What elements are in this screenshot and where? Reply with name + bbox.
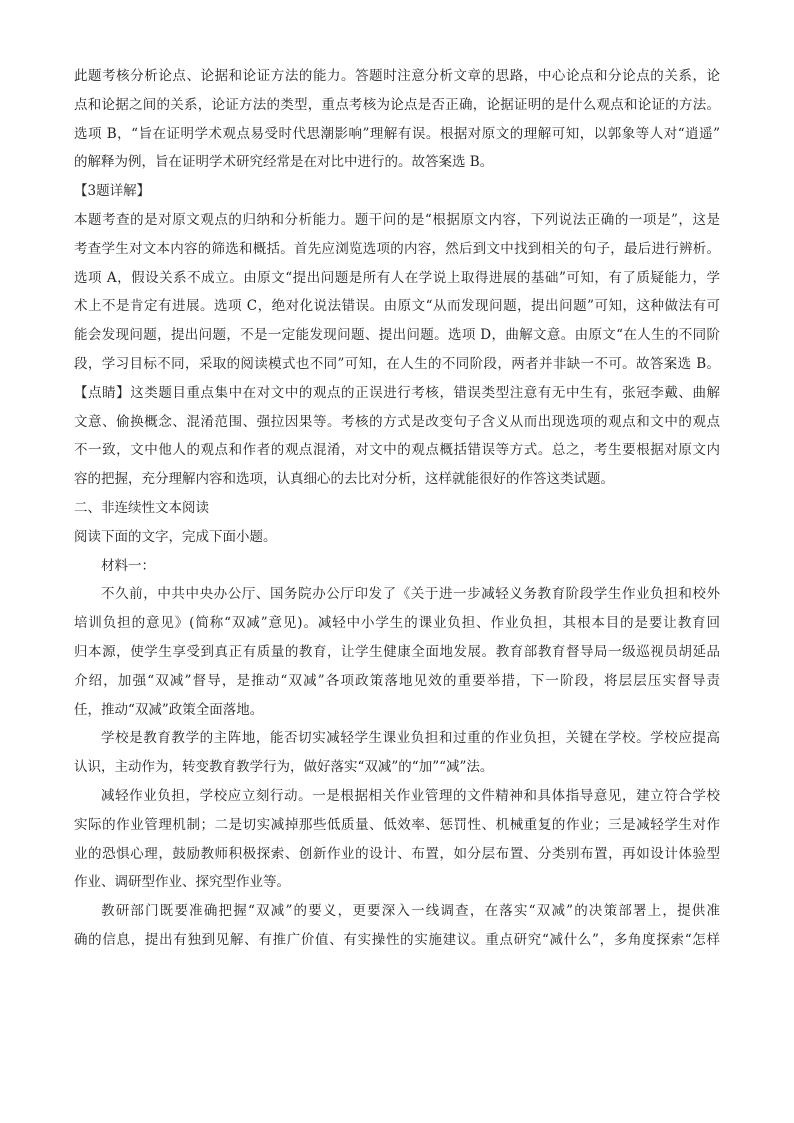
text-line: 能会发现问题，提出问题，不是一定能发现问题、提出问题。选项 D，曲解文意。由原文“在人生的不同阶 bbox=[74, 327, 720, 344]
q3-heading: 【3题详解】 bbox=[74, 183, 151, 200]
text-line: 培训负担的意见》(简称“双减”意见)。减轻中小学生的课业负担、作业负担，其根本目的是要让教育回 bbox=[74, 615, 720, 632]
text-line: 归本源，使学生享受到真正有质量的教育，让学生健康全面地发展。教育部教育督导局一级巡视员胡延品 bbox=[74, 643, 720, 660]
text-line: 介绍，加强“双减”督导，是推动“双减”各项政策落地见效的重要举措，下一阶段，将层层压实督导责 bbox=[74, 672, 720, 689]
paragraph-3 bbox=[74, 782, 720, 897]
text-line: 实际的作业管理机制；二是切实减掉那些低质量、低效率、惩罚性、机械重复的作业；三是减轻学生对作 bbox=[74, 816, 720, 833]
text-line: 任，推动“双减”政策全面落地。 bbox=[74, 701, 264, 718]
text-line: 【点睛】这类题目重点集中在对文中的观点的正误进行考核，错误类型注意有无中生有，张冠李戴、曲解 bbox=[74, 384, 720, 401]
instruction: 阅读下面的文字，完成下面小题。 bbox=[74, 528, 277, 545]
text-line: 考查学生对文本内容的筛选和概括。首先应浏览选项的内容，然后到文中找到相关的句子，最后进行辨析。 bbox=[74, 240, 720, 257]
tips-section bbox=[74, 379, 720, 494]
text-line: 选项 B，“旨在证明学术观点易受时代思潮影响”理解有误。根据对原文的理解可知，以郭象等人对“逍遥” bbox=[74, 125, 720, 142]
text-line: 容的把握，充分理解内容和选项，认真细心的去比对分析，这样就能很好的作答这类试题。 bbox=[74, 471, 614, 488]
text-line: 点和论据之间的关系，论证方法的类型，重点考核为论点是否正确，论据证明的是什么观点和论证的方法。 bbox=[74, 96, 720, 113]
text-line: 本题考查的是对原文观点的归纳和分析能力。题干问的是“根据原文内容，下列说法正确的一项是”，这是 bbox=[74, 211, 720, 228]
q3-analysis bbox=[74, 206, 720, 379]
text-line: 不一致，文中他人的观点和作者的观点混淆，对文中的观点概括错误等方式。总之，考生要根据对原文内 bbox=[74, 442, 720, 459]
text-line: 教研部门既要准确把握“双减”的要义，更要深入一线调查，在落实“双减”的决策部署上，提供准 bbox=[101, 903, 720, 920]
text-line: 认识，主动作为，转变教育教学行为，做好落实“双减”的“加”“减”法。 bbox=[74, 759, 494, 776]
text-line: 不久前，中共中央办公厅、国务院办公厅印发了《关于进一步减轻义务教育阶段学生作业负担和校外 bbox=[101, 586, 720, 603]
text-line: 的解释为例，旨在证明学术研究经常是在对比中进行的。故答案选 B。 bbox=[74, 154, 494, 171]
text-line: 此题考核分析论点、论据和论证方法的能力。答题时注意分析文章的思路，中心论点和分论点的关系，论 bbox=[74, 68, 720, 84]
q2-analysis bbox=[74, 62, 720, 177]
text-line: 段，学习目标不同，采取的阅读模式也不同”可知，在人生的不同阶段，两者并非缺一不可。故答案选 B。 bbox=[74, 355, 720, 372]
text-line: 学校是教育教学的主阵地，能否切实减轻学生课业负担和过重的作业负担，关键在学校。学校应提高 bbox=[101, 730, 720, 747]
text-line: 确的信息，提出有独到见解、有推广价值、有实操性的实施建议。重点研究“减什么”，多角度探索“怎样 bbox=[74, 931, 720, 948]
text-line: 减轻作业负担，学校应立刻行动。一是根据相关作业管理的文件精神和具体指导意见，建立符合学校 bbox=[101, 787, 720, 804]
material-label: 材料一： bbox=[101, 557, 155, 574]
paragraph-4 bbox=[74, 897, 720, 955]
paragraph-1 bbox=[74, 580, 720, 724]
document-page bbox=[74, 62, 720, 955]
section-title: 二、非连续性文本阅读 bbox=[74, 499, 209, 516]
text-line: 文意、偷换概念、混淆范围、强拉因果等。考核的方式是改变句子含义从而出现选项的观点和文中的观点 bbox=[74, 413, 720, 430]
paragraph-2 bbox=[74, 724, 720, 782]
text-line: 作业、调研型作业、探究型作业等。 bbox=[74, 874, 290, 891]
text-line: 选项 A，假设关系不成立。由原文“提出问题是所有人在学说上取得进展的基础”可知，有了质疑能力，学 bbox=[74, 269, 720, 286]
text-line: 业的恐惧心理，鼓励教师积极探索、创新作业的设计、布置，如分层布置、分类别布置，再如设计体验型 bbox=[74, 845, 720, 862]
text-line: 术上不是肯定有进展。选项 C，绝对化说法错误。由原文“从而发现问题，提出问题”可知，这种做法有可 bbox=[74, 298, 720, 315]
